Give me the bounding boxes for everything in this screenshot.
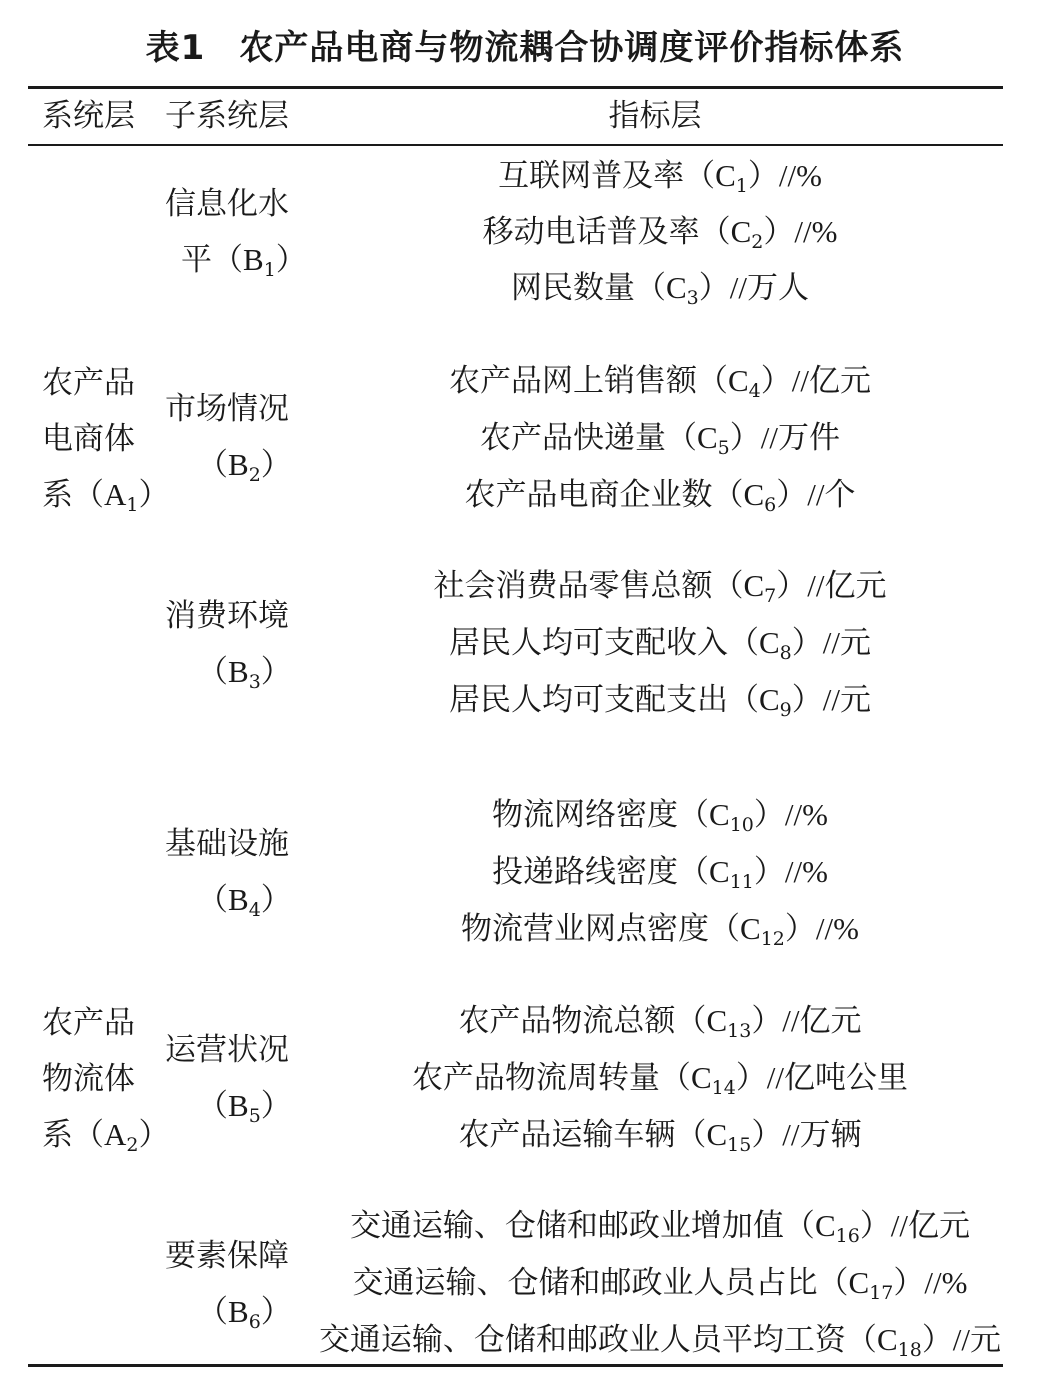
indicator-row: 交通运输、仓储和邮政业增加值$(C_{16})//$亿元 bbox=[349, 1208, 971, 1247]
indicator-row: 农产品电商企业数$(C_6)//$个 bbox=[464, 477, 856, 516]
top-rule bbox=[28, 86, 1003, 89]
system-line: 电商体 bbox=[42, 421, 135, 457]
subsystem-code: $(B_3)$ bbox=[197, 654, 292, 693]
header-system: 系统层 bbox=[42, 98, 135, 134]
table-caption: 农产品电商与物流耦合协调度评价指标体系 bbox=[239, 28, 905, 68]
system-line: 农产品 bbox=[42, 365, 135, 401]
indicator-row: 网民数量$(C_3)//$万人 bbox=[510, 270, 809, 309]
subsystem-cell-b2 bbox=[165, 381, 305, 493]
subsystem-cell-b1 bbox=[165, 176, 305, 288]
system-cell-ecommerce bbox=[42, 355, 170, 523]
subsystem-name: 运营状况 bbox=[165, 1032, 289, 1068]
indicator-row: 交通运输、仓储和邮政业人员平均工资$(C_{18})//$元 bbox=[318, 1322, 1002, 1361]
subsystem-code: 平$(B_1)$ bbox=[181, 242, 307, 281]
subsystem-name: 基础设施 bbox=[165, 826, 289, 862]
table-title bbox=[0, 20, 1050, 69]
indicator-row: 交通运输、仓储和邮政业人员占比$(C_{17})//\%$ bbox=[352, 1265, 968, 1304]
indicator-row: 互联网普及率$(C_1)//\%$ bbox=[498, 158, 822, 197]
subsystem-code: $(B_6)$ bbox=[197, 1294, 292, 1333]
indicator-row: 居民人均可支配收入$(C_8)//$元 bbox=[448, 625, 871, 664]
indicator-row: 居民人均可支配支出$(C_9)//$元 bbox=[448, 682, 871, 721]
system-line: 农产品 bbox=[42, 1005, 135, 1041]
header-indicator: 指标层 bbox=[608, 98, 702, 134]
subsystem-code: $(B_2)$ bbox=[197, 447, 292, 486]
indicator-row: 农产品物流周转量$(C_{14})//$亿吨公里 bbox=[411, 1060, 909, 1099]
table-number: 表1 bbox=[145, 28, 206, 68]
indicator-row: 农产品网上销售额$(C_4)//$亿元 bbox=[448, 363, 871, 402]
system-line: 物流体 bbox=[42, 1061, 135, 1097]
header-rule bbox=[28, 144, 1003, 146]
system-line: 系$(A_2)$ bbox=[42, 1117, 170, 1156]
subsystem-cell-b6 bbox=[165, 1228, 305, 1340]
indicator-row: 投递路线密度$(C_{11})//\%$ bbox=[492, 854, 828, 893]
subsystem-code: $(B_4)$ bbox=[197, 882, 292, 921]
indicator-row: 移动电话普及率$(C_2)//\%$ bbox=[482, 214, 838, 253]
header-subsystem: 子系统层 bbox=[165, 98, 289, 134]
subsystem-cell-b4 bbox=[165, 816, 305, 928]
system-cell-logistics bbox=[42, 995, 170, 1163]
subsystem-name: 要素保障 bbox=[165, 1238, 289, 1274]
subsystem-cell-b3 bbox=[165, 588, 305, 700]
system-line: 系$(A_1)$ bbox=[42, 477, 170, 516]
indicator-row: 农产品运输车辆$(C_{15})//$万辆 bbox=[458, 1117, 862, 1156]
subsystem-name: 消费环境 bbox=[165, 598, 289, 634]
bottom-rule bbox=[28, 1364, 1003, 1367]
subsystem-code: $(B_5)$ bbox=[197, 1088, 292, 1127]
indicator-row: 农产品物流总额$(C_{13})//$亿元 bbox=[458, 1003, 862, 1042]
indicator-row: 社会消费品零售总额$(C_7)//$亿元 bbox=[433, 568, 887, 607]
indicator-row: 物流营业网点密度$(C_{12})//\%$ bbox=[461, 911, 859, 950]
indicator-row: 农产品快递量$(C_5)//$万件 bbox=[479, 420, 840, 459]
subsystem-cell-b5 bbox=[165, 1022, 305, 1134]
indicator-row: 物流网络密度$(C_{10})//\%$ bbox=[492, 797, 828, 836]
subsystem-name: 信息化水 bbox=[165, 186, 289, 222]
subsystem-name: 市场情况 bbox=[165, 391, 289, 427]
